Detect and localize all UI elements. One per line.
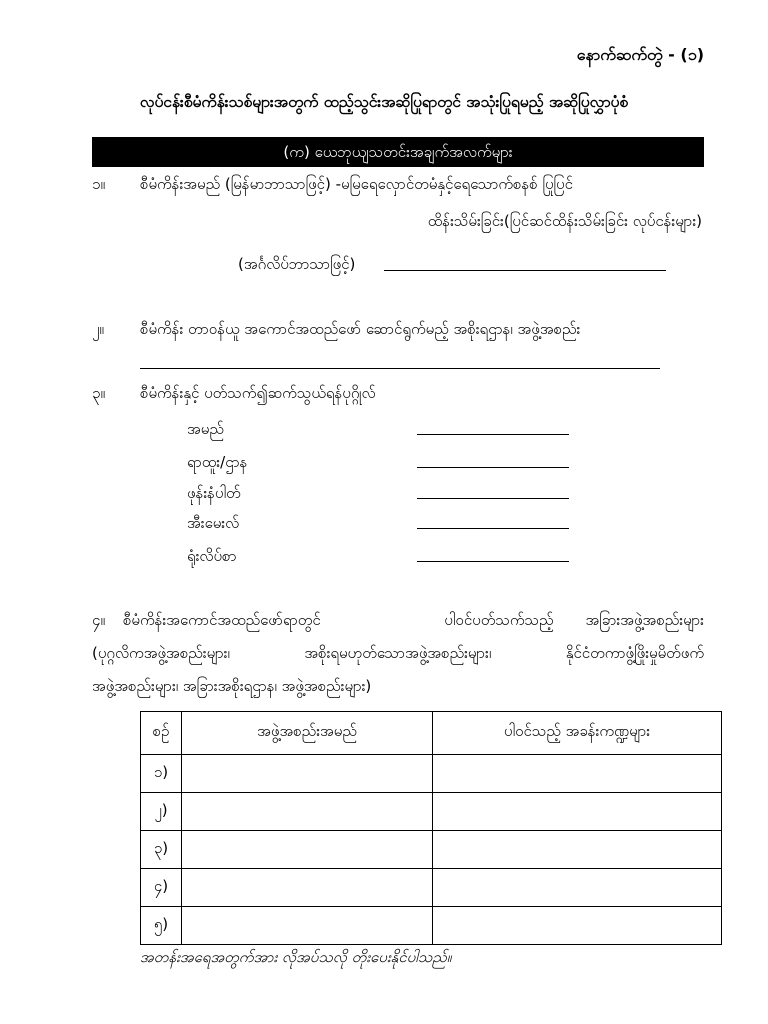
- contact-position-label: ရာထူး/ဌာန: [187, 453, 248, 471]
- org-name-cell[interactable]: [182, 869, 433, 907]
- item1-number: ၁။: [92, 175, 105, 193]
- item4-word: အစိုးရမဟုတ်သောအဖွဲ့အစည်းများ၊: [304, 644, 492, 662]
- row-number: ၄): [141, 869, 182, 907]
- contact-address-label: ရုံးလိပ်စာ: [187, 547, 237, 565]
- org-role-cell[interactable]: [433, 793, 722, 831]
- org-name-cell[interactable]: [182, 755, 433, 793]
- item2-number: ၂။: [92, 320, 104, 338]
- row-number: ၁): [141, 755, 182, 793]
- item1-line1: စီမံကိန်းအမည် (မြန်မာဘာသာဖြင့်) -မမြရေလှောင်တမံနှင့်ရေသောက်စနစ် ပြုပြင်: [140, 175, 573, 193]
- contact-email-line[interactable]: [417, 528, 569, 529]
- annex-label: နောက်ဆက်တွဲ - (၁): [576, 45, 704, 64]
- contact-name-line[interactable]: [417, 434, 569, 435]
- item4-word: စီမံကိန်းအကောင်အထည်ဖော်ရာတွင်: [122, 611, 321, 629]
- form-title: လုပ်ငန်းစီမံကိန်းသစ်များအတွက် ထည့်သွင်းအဆိုပြုရာတွင် အသုံးပြုရမည့် အဆိုပြုလွှာပုံစံ: [139, 93, 629, 111]
- header-org-name: အဖွဲ့အစည်းအမည်: [182, 712, 433, 755]
- item4-line1: [92, 604, 704, 637]
- org-role-cell[interactable]: [433, 907, 722, 945]
- org-name-cell[interactable]: [182, 793, 433, 831]
- table-row: [141, 869, 722, 907]
- contact-address-line[interactable]: [417, 561, 569, 562]
- row-number: ၅): [141, 907, 182, 945]
- item4-number: ၄။: [92, 611, 105, 629]
- item4-paragraph: [92, 604, 704, 703]
- item4-word: နိုင်ငံတကာဖွံ့ဖြိုးမှုမိတ်ဖက်: [565, 644, 704, 662]
- contact-email-label: အီးမေးလ်: [187, 514, 240, 532]
- table-footnote: အတန်းအရေအတွက်အား လိုအပ်သလို တိုးပေးနိုင်ပါသည်။: [140, 948, 452, 966]
- item2-text: စီမံကိန်း တာဝန်ယူ အကောင်အထည်ဖော် ဆောင်ရွက်မည့် အစိုးရဌာန၊ အဖွဲ့အစည်း: [140, 320, 581, 338]
- section-header: (က) ယေဘုယျသတင်းအချက်အလက်များ: [92, 137, 704, 167]
- item4-word: (ပုဂ္ဂလိကအဖွဲ့အစည်းများ၊: [92, 644, 230, 662]
- item4-word: ပါဝင်ပတ်သက်သည့်: [444, 611, 554, 629]
- item3-text: စီမံကိန်းနှင့် ပတ်သက်၍ဆက်သွယ်ရန်ပုဂ္ဂိုလ်: [140, 384, 376, 402]
- item1-line2: ထိန်းသိမ်းခြင်း(ပြင်ဆင်ထိန်းသိမ်းခြင်း လုပ်ငန်းများ): [427, 212, 702, 230]
- table-row: [141, 755, 722, 793]
- item2-answer-line[interactable]: [140, 368, 660, 369]
- item4-word: အခြားအဖွဲ့အစည်းများ: [585, 611, 704, 629]
- org-role-cell[interactable]: [433, 869, 722, 907]
- item3-number: ၃။: [92, 384, 105, 402]
- row-number: ၃): [141, 831, 182, 869]
- row-number: ၂): [141, 793, 182, 831]
- organizations-table: [140, 711, 722, 945]
- contact-phone-label: ဖုန်းနံပါတ်: [187, 484, 241, 502]
- table-row: [141, 793, 722, 831]
- org-role-cell[interactable]: [433, 831, 722, 869]
- header-roles: ပါဝင်သည့် အခန်းကဏ္ဍများ: [433, 712, 722, 755]
- header-no: စဉ်: [141, 712, 182, 755]
- org-name-cell[interactable]: [182, 831, 433, 869]
- item1-english-label: (အင်္ဂလိပ်ဘာသာဖြင့်): [238, 255, 356, 273]
- item1-english-line[interactable]: [384, 270, 666, 271]
- org-name-cell[interactable]: [182, 907, 433, 945]
- contact-phone-line[interactable]: [417, 498, 569, 499]
- org-role-cell[interactable]: [433, 755, 722, 793]
- table-row: [141, 907, 722, 945]
- item4-line3: အဖွဲ့အစည်းများ၊ အခြားအစိုးရဌာန၊ အဖွဲ့အစည်းများ): [92, 677, 372, 695]
- contact-name-label: အမည်: [187, 420, 224, 438]
- contact-position-line[interactable]: [417, 467, 569, 468]
- table-row: [141, 831, 722, 869]
- item4-line2: [92, 637, 704, 670]
- table-header-row: [141, 712, 722, 755]
